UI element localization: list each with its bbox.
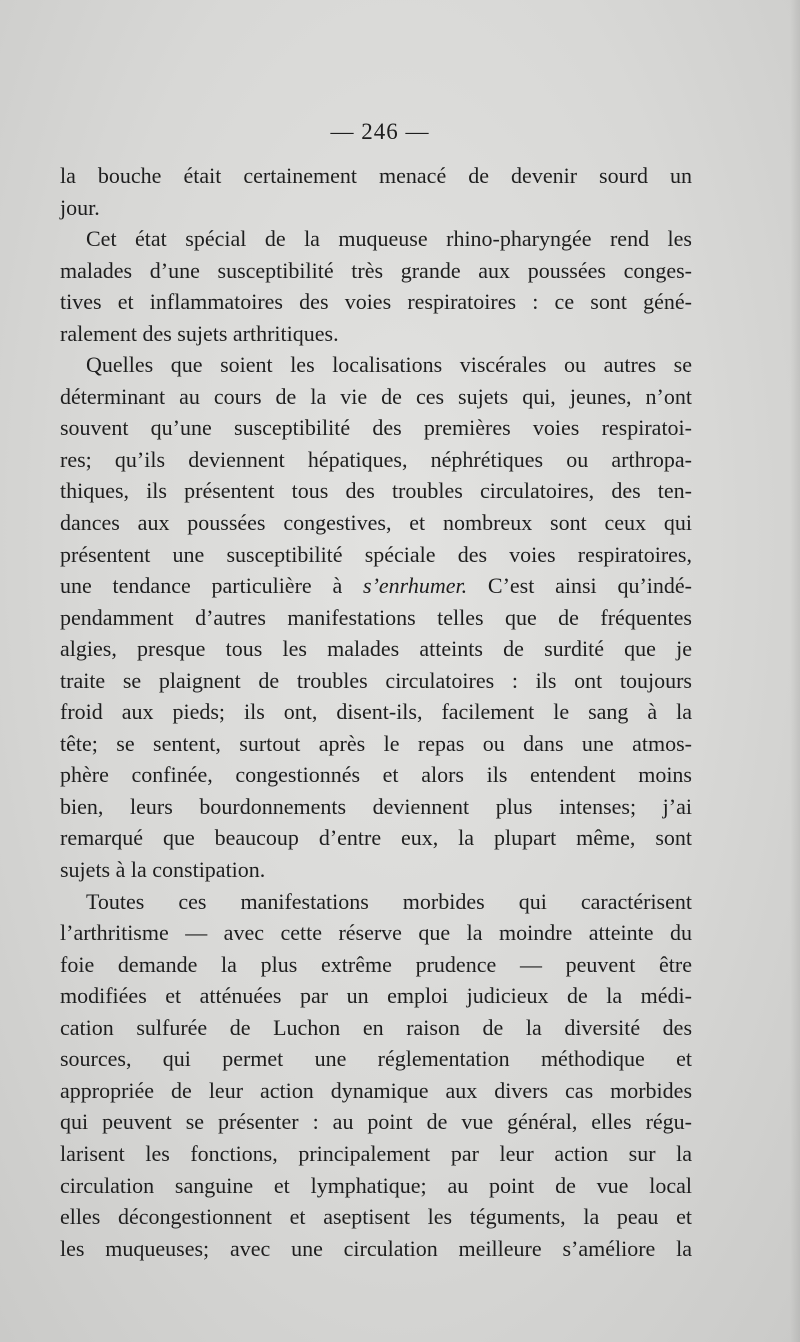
text-line: circulation sanguine et lymphatique; au point de vue local [60,1172,692,1198]
text-line: remarqué que beaucoup d’entre eux, la plupart même, sont [60,825,692,851]
text-line: elles décongestionnent et aseptisent les téguments, la peau et [60,1204,692,1230]
text-line: déterminant au cours de la vie de ces sujets qui, jeunes, n’ont [60,383,692,409]
text-line: souvent qu’une susceptibilité des premières voies respiratoi- [60,415,692,441]
text-line: sources, qui permet une réglementation méthodique et [60,1046,692,1072]
text-line: res; qu’ils deviennent hépatiques, néphrétiques ou arthropa- [60,446,692,472]
page-number: — 246 — [330,119,430,144]
text-line: malades d’une susceptibilité très grande aux poussées conges- [60,257,692,283]
text-line: Toutes ces manifestations morbides qui caractérisent [86,888,692,914]
text-line: jour. [60,194,100,220]
text-line: dances aux poussées congestives, et nombreux sont ceux qui [60,510,692,536]
text-line: qui peuvent se présenter : au point de vue général, elles régu- [60,1109,692,1135]
text-line: Cet état spécial de la muqueuse rhino-pharyngée rend les [86,226,692,252]
text-line: cation sulfurée de Luchon en raison de la diversité des [60,1014,692,1040]
text-fragment: une tendance particulière à [60,573,364,599]
text-fragment: C’est ainsi qu’indé- [467,573,692,599]
text-line: présentent une susceptibilité spéciale des voies respiratoires, [60,541,692,567]
text-line: algies, presque tous les malades atteints de surdité que je [60,636,692,662]
text-line: appropriée de leur action dynamique aux divers cas morbides [60,1077,692,1103]
page-edge-shadow [790,0,800,1342]
text-line: sujets à la constipation. [60,857,266,883]
text-line: Quelles que soient les localisations viscérales ou autres se [86,352,692,378]
text-line: ralement des sujets arthritiques. [60,320,339,346]
text-line: l’arthritisme — avec cette réserve que la moindre atteinte du [60,920,692,946]
text-line: froid aux pieds; ils ont, disent-ils, facilement le sang à la [60,699,692,725]
text-line: thiques, ils présentent tous des troubles circulatoires, des ten- [60,478,692,504]
text-line: tives et inflammatoires des voies respiratoires : ce sont géné- [60,289,692,315]
text-line: phère confinée, congestionnés et alors ils entendent moins [60,762,692,788]
text-line: pendamment d’autres manifestations telles que de fréquentes [60,604,692,630]
text-line: bien, leurs bourdonnements deviennent plus intenses; j’ai [60,793,692,819]
text-line: modifiées et atténuées par un emploi judicieux de la médi- [60,983,692,1009]
text-line: les muqueuses; avec une circulation meilleure s’améliore la [60,1235,692,1261]
text-line: tête; se sentent, surtout après le repas ou dans une atmos- [60,730,692,756]
italic-word: s’enrhumer. [363,573,468,599]
text-line: larisent les fonctions, principalement par leur action sur la [60,1140,692,1166]
text-line: la bouche était certainement menacé de devenir sourd un [60,163,692,188]
text-line: traite se plaignent de troubles circulatoires : ils ont toujours [60,667,692,693]
text-line [60,570,692,602]
body-text [60,160,692,1264]
text-line: foie demande la plus extrême prudence — peuvent être [60,951,692,977]
